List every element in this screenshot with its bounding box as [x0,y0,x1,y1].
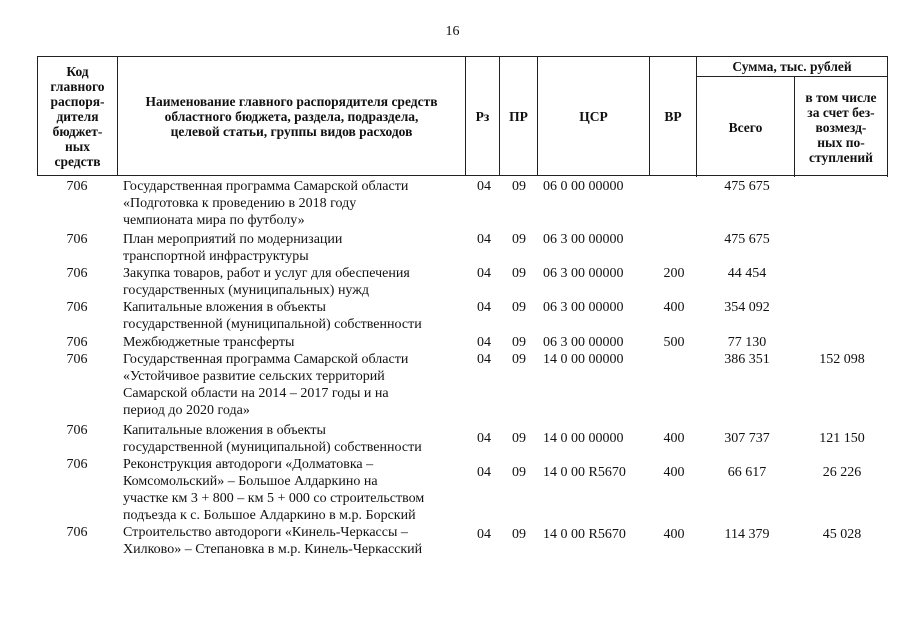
row-name: Государственная программа Самарской области «Устойчивое развитие сельских территорий Самарской области на 2014 – 2017 годы и на период до 2020 года» [123,352,409,418]
row-name: Строительство автодороги «Кинель-Черкассы – Хилково» – Степановка в м.р. Кинель-Черкасский [123,525,423,557]
row-code: 706 [66,232,88,247]
header-sum: Сумма, тыс. рублей [696,57,888,77]
row-rz: 04 [477,431,491,446]
row-pr: 09 [512,335,526,350]
header-grant: в том числе за счет без- возмезд- ных по- ступлений [794,77,888,177]
row-pr: 09 [512,300,526,315]
row-rz: 04 [477,179,491,194]
row-name: Межбюджетные трансферты [123,335,295,350]
row-total: 44 454 [727,266,767,281]
header-rz: Рз [465,57,499,175]
row-grant: 152 098 [819,352,865,367]
row-total: 386 351 [724,352,770,367]
row-pr: 09 [512,527,526,542]
row-csr: 14 0 00 00000 [543,431,624,446]
row-total: 66 617 [727,465,767,480]
row-total: 475 675 [724,179,770,194]
header-total: Всего [696,77,794,177]
row-total: 475 675 [724,232,770,247]
row-code: 706 [66,423,88,438]
table-header [37,56,888,176]
row-rz: 04 [477,465,491,480]
row-pr: 09 [512,179,526,194]
page-number: 16 [445,24,460,39]
row-csr: 06 3 00 00000 [543,335,624,350]
row-csr: 06 3 00 00000 [543,300,624,315]
row-rz: 04 [477,335,491,350]
row-csr: 06 0 00 00000 [543,179,624,194]
row-rz: 04 [477,232,491,247]
row-rz: 04 [477,300,491,315]
row-total: 354 092 [724,300,770,315]
row-rz: 04 [477,352,491,367]
row-csr: 14 0 00 R5670 [543,527,626,542]
row-rz: 04 [477,266,491,281]
row-total: 307 737 [724,431,770,446]
row-name: Капитальные вложения в объекты государственной (муниципальной) собственности [123,423,422,455]
row-pr: 09 [512,266,526,281]
header-code: Код главного распоря- дителя бюджет- ных средств [37,57,117,175]
row-csr: 14 0 00 R5670 [543,465,626,480]
row-grant: 45 028 [822,527,862,542]
row-code: 706 [66,266,88,281]
row-vr: 400 [663,527,685,542]
row-name: План мероприятий по модернизации транспортной инфраструктуры [123,232,343,264]
header-vr: ВР [649,57,696,175]
row-pr: 09 [512,465,526,480]
row-code: 706 [66,352,88,367]
row-total: 114 379 [724,527,770,542]
row-code: 706 [66,525,88,540]
row-rz: 04 [477,527,491,542]
row-total: 77 130 [727,335,767,350]
header-name: Наименование главного распорядителя средств областного бюджета, раздела, подраздела, целевой статьи, группы видов расходов [117,57,465,175]
row-code: 706 [66,300,88,315]
header-csr: ЦСР [537,57,649,175]
row-csr: 06 3 00 00000 [543,266,624,281]
row-pr: 09 [512,352,526,367]
row-vr: 400 [663,465,685,480]
header-pr: ПР [499,57,537,175]
row-code: 706 [66,335,88,350]
row-vr: 200 [663,266,685,281]
row-vr: 400 [663,431,685,446]
row-pr: 09 [512,232,526,247]
row-name: Закупка товаров, работ и услуг для обеспечения государственных (муниципальных) нужд [123,266,410,298]
row-name: Государственная программа Самарской области «Подготовка к проведению в 2018 году чемпионата мира по футболу» [123,179,409,228]
row-csr: 06 3 00 00000 [543,232,624,247]
row-name: Капитальные вложения в объекты государственной (муниципальной) собственности [123,300,422,332]
row-vr: 400 [663,300,685,315]
row-code: 706 [66,179,88,194]
row-csr: 14 0 00 00000 [543,352,624,367]
row-grant: 26 226 [822,465,862,480]
row-vr: 500 [663,335,685,350]
row-code: 706 [66,457,88,472]
row-grant: 121 150 [819,431,865,446]
row-pr: 09 [512,431,526,446]
row-name: Реконструкция автодороги «Долматовка – Комсомольский» – Большое Алдаркино на участке км 3 + 800 – км 5 + 000 со строительством подъезда к с. Большое Алдаркино в м.р. Борский [123,457,425,523]
